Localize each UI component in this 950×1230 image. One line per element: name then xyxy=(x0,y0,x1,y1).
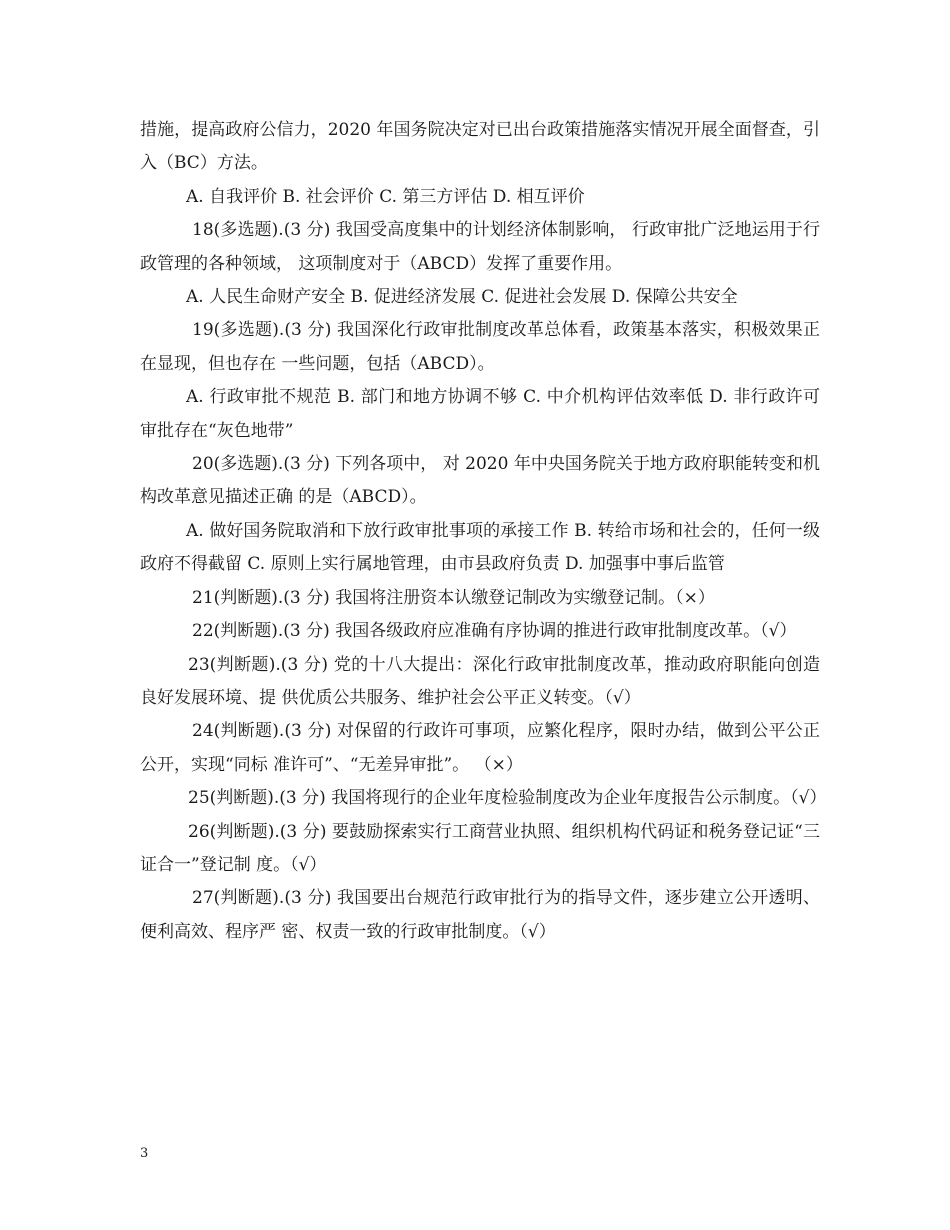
question-22: 22(判断题).(3 分) 我国各级政府应准确有序协调的推进行政审批制度改革。（√） xyxy=(192,621,797,642)
question-23: 23(判断题).(3 分) 党的十八大提出：深化行政审批制度改革，推动政府职能向创造良好发展环境、提 供优质公共服务、维护社会公平正义转变。（√） xyxy=(140,654,820,708)
options-q17: A. 自我评价 B. 社会评价 C. 第三方评估 D. 相互评价 xyxy=(186,186,585,207)
question-20: 20(多选题).(3 分) 下列各项中， 对 2020 年中央国务院关于地方政府职能转变和机构改革意见描述正确 的是（ABCD）。 xyxy=(140,454,820,508)
question-26: 26(判断题).(3 分) 要鼓励探索实行工商营业执照、组织机构代码证和税务登记证“三证合一”登记制 度。（√） xyxy=(140,821,820,875)
question-18: 18(多选题).(3 分) 我国受高度集中的计划经济体制影响， 行政审批广泛地运用于行政管理的各种领域， 这项制度对于（ABCD）发挥了重要作用。 xyxy=(140,220,820,274)
question-19: 19(多选题).(3 分) 我国深化行政审批制度改革总体看，政策基本落实，积极效果正在显现，但也存在 一些问题，包括（ABCD）。 xyxy=(140,320,820,374)
options-q20: A. 做好国务院取消和下放行政审批事项的承接工作 B. 转给市场和社会的，任何一级政府不得截留 C. 原则上实行属地管理，由市县政府负责 D. 加强事中事后监管 xyxy=(140,520,820,575)
options-q18: A. 人民生命财产安全 B. 促进经济发展 C. 促进社会发展 D. 保障公共安全 xyxy=(186,287,738,308)
options-q19: A. 行政审批不规范 B. 部门和地方协调不够 C. 中介机构评估效率低 D. 非行政许可审批存在“灰色地带” xyxy=(140,387,820,441)
question-21: 21(判断题).(3 分) 我国将注册资本认缴登记制改为实缴登记制。（×） xyxy=(192,587,715,608)
question-24: 24(判断题).(3 分) 对保留的行政许可事项，应繁化程序，限时办结，做到公平公正公开，实现“同标 准许可”、“无差异审批”。 （×） xyxy=(140,721,820,775)
page-number: 3 xyxy=(140,1146,149,1161)
document-body xyxy=(140,114,827,949)
question-25: 25(判断题).(3 分) 我国将现行的企业年度检验制度改为企业年度报告公示制度。（√） xyxy=(188,788,827,809)
question-27: 27(判断题).(3 分) 我国要出台规范行政审批行为的指导文件，逐步建立公开透明、便利高效、程序严 密、权责一致的行政审批制度。（√） xyxy=(140,888,820,942)
paragraph-q17-continuation: 措施，提高政府公信力，2020 年国务院决定对已出台政策措施落实情况开展全面督查，引入（BC）方法。 xyxy=(140,120,820,174)
